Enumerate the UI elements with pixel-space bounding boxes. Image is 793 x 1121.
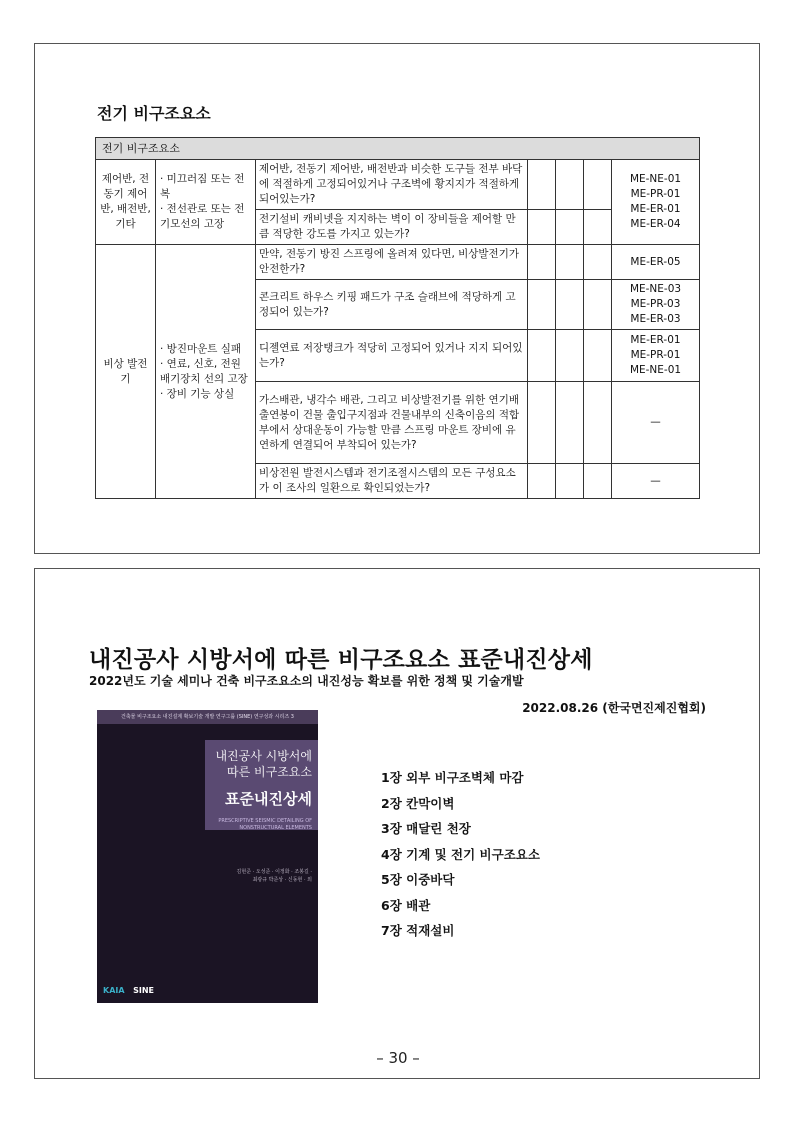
chapter-item: 7장 적재설비	[381, 923, 455, 938]
issues-cell	[156, 160, 256, 245]
chapter-item: 4장 기계 및 전기 비구조요소	[381, 846, 540, 862]
question-cell: 만약, 전동기 방진 스프링에 올려져 있다면, 비상발전기가 안전한가?	[256, 245, 528, 280]
check-cell[interactable]	[528, 245, 556, 280]
code-cell: —	[612, 464, 700, 499]
check-cell[interactable]	[528, 330, 556, 382]
chapter-list	[381, 768, 540, 947]
slide2-subtitle: 2022년도 기술 세미나 건축 비구조요소의 내진성능 확보를 위한 정책 및 기술개발	[89, 674, 524, 688]
code-cell: —	[612, 382, 700, 464]
cover-title-lines	[215, 748, 312, 780]
chapter-item: 6장 배관	[381, 897, 431, 913]
check-cell[interactable]	[556, 160, 584, 210]
issue-item: · 미끄러짐 또는 전복	[160, 173, 245, 200]
code-cell: ME-ER-05	[612, 245, 700, 280]
check-cell[interactable]	[584, 160, 612, 210]
question-cell: 비상전원 발전시스템과 전기조절시스템의 모든 구성요소가 이 조사의 일환으로 확인되었는가?	[256, 464, 528, 499]
check-cell[interactable]	[556, 464, 584, 499]
cover-authors: 김현준 · 오성준 · 이정화 · 조봉길 · 최광규 박준상 · 신동현 · 외	[236, 869, 312, 883]
check-cell[interactable]	[528, 210, 556, 245]
slide2-title: 내진공사 시방서에 따른 비구조요소 표준내진상세	[89, 647, 593, 673]
chapter-item: 5장 이중바닥	[381, 872, 455, 887]
page-number: – 30 –	[376, 1049, 420, 1067]
issue-item: · 방진마운트 실패	[160, 342, 242, 355]
check-cell[interactable]	[584, 245, 612, 280]
slide2-date: 2022.08.26 (한국면진제진협회)	[522, 701, 706, 715]
slide-electrical-nonstructural	[34, 43, 760, 554]
check-cell[interactable]	[584, 210, 612, 245]
issue-item: · 연료, 신호, 전원 배기장치 선의 고장	[160, 357, 248, 385]
table-row	[96, 245, 700, 280]
question-cell: 제어반, 전동기 제어반, 배전반과 비슷한 도구들 전부 바닥에 적절하게 고정되어있거나 구조벽에 황지지가 적절하게 되어있는가?	[256, 160, 528, 210]
check-cell[interactable]	[584, 464, 612, 499]
check-cell[interactable]	[528, 160, 556, 210]
chapter-item: 3장 매달린 천장	[381, 821, 471, 836]
chapter-item: 1장 외부 비구조벽체 마감	[381, 770, 524, 785]
check-cell[interactable]	[556, 382, 584, 464]
question-cell: 전기설비 캐비넷을 지지하는 벽이 이 장비들을 제어할 만큼 적당한 강도를 가지고 있는가?	[256, 210, 528, 245]
check-cell[interactable]	[528, 280, 556, 330]
table-header: 전기 비구조요소	[96, 138, 700, 160]
cover-english-title: PRESCRIPTIVE SEISMIC DETAILING OF NONSTRUCTURAL ELEMENTS	[218, 818, 312, 831]
chapter-item: 2장 칸막이벽	[381, 795, 455, 811]
check-cell[interactable]	[584, 382, 612, 464]
category-cell: 비상 발전기	[96, 245, 156, 499]
check-cell[interactable]	[584, 280, 612, 330]
issue-item: · 장비 기능 상실	[160, 387, 235, 400]
slide-seminar-book	[34, 568, 760, 1079]
question-cell: 가스배관, 냉각수 배관, 그리고 비상발전기를 위한 연기배출연봉이 건물 출입구지점과 건물내부의 신축이음의 적합부에서 상대운동이 가능할 만큼 스프링 마운트 장비에 유연하게 연결되어 부착되어 있는가?	[256, 382, 528, 464]
book-cover-image	[97, 710, 318, 1003]
check-cell[interactable]	[528, 382, 556, 464]
check-cell[interactable]	[556, 280, 584, 330]
table-row	[96, 160, 700, 210]
category-cell: 제어반, 전동기 제어반, 배전반, 기타	[96, 160, 156, 245]
question-cell: 콘크리트 하우스 키핑 패드가 구조 슬래브에 적당하게 고정되어 있는가?	[256, 280, 528, 330]
issues-cell	[156, 245, 256, 499]
sine-logo: SINE	[133, 986, 155, 995]
cover-title-main: 표준내진상세	[225, 790, 312, 808]
cover-title-line2: 따른 비구조요소	[227, 765, 312, 779]
check-cell[interactable]	[584, 330, 612, 382]
slide1-title: 전기 비구조요소	[97, 104, 211, 123]
electrical-checklist-table	[95, 137, 700, 499]
code-cell: ME-NE-03 ME-PR-03 ME-ER-03	[612, 280, 700, 330]
code-cell: ME-NE-01 ME-PR-01 ME-ER-01 ME-ER-04	[612, 160, 700, 245]
check-cell[interactable]	[556, 245, 584, 280]
table-header-row	[96, 138, 700, 160]
check-cell[interactable]	[528, 464, 556, 499]
cover-title-line1: 내진공사 시방서에	[215, 749, 312, 763]
kaia-logo: KAIA	[103, 986, 125, 995]
check-cell[interactable]	[556, 330, 584, 382]
cover-logos	[103, 986, 160, 995]
code-cell: ME-ER-01 ME-PR-01 ME-NE-01	[612, 330, 700, 382]
question-cell: 디젤연료 저장탱크가 적당히 고정되어 있거나 지지 되어있는가?	[256, 330, 528, 382]
check-cell[interactable]	[556, 210, 584, 245]
cover-series: 건축물 비구조요소 내진설계 확보기술 개발 연구그룹 (SINE) 연구성과 시리즈 3	[97, 710, 318, 724]
issue-item: · 전선관로 또는 전기모선의 고장	[160, 203, 245, 230]
sound-wave-graphic	[97, 880, 318, 970]
